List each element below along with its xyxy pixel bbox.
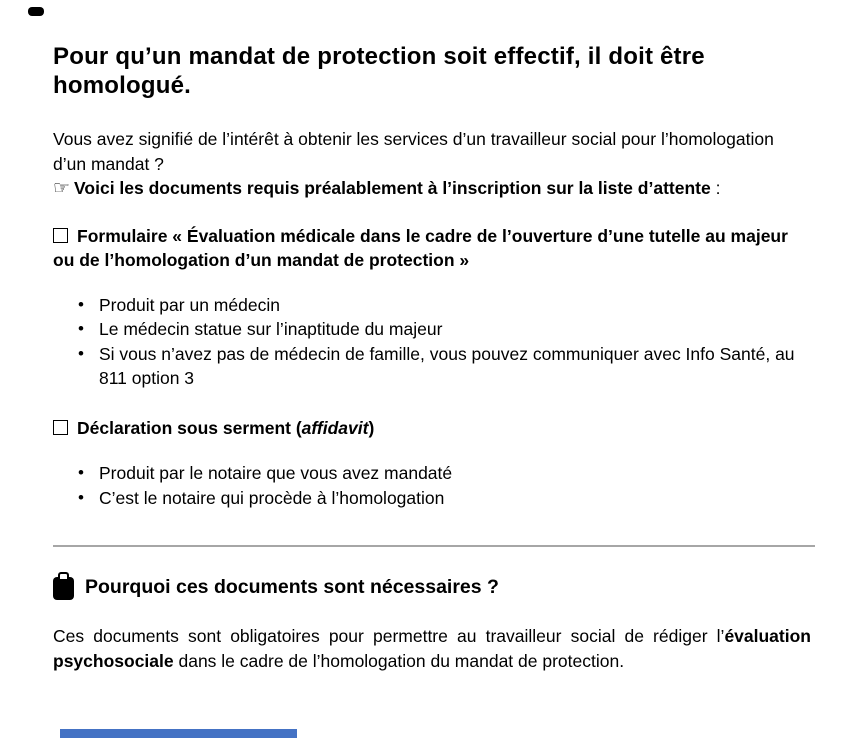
why-section-heading xyxy=(53,575,811,600)
checklist-item-formulaire-label: Formulaire « Évaluation médicale dans le cadre de l’ouverture d’une tutelle au majeur ou de l’homologation d’un mandat de protection » xyxy=(53,225,788,270)
why-body-suffix: dans le cadre de l’homologation du mandat de protection. xyxy=(173,650,625,671)
corner-mark xyxy=(28,7,44,16)
checkbox-icon xyxy=(53,228,68,243)
checkbox-icon xyxy=(53,420,68,435)
list-item: • Le médecin statue sur l’inaptitude du majeur xyxy=(53,317,811,342)
declaration-label-italic: affidavit xyxy=(301,417,369,438)
why-heading-text: Pourquoi ces documents sont nécessaires ? xyxy=(85,576,499,598)
why-section-paragraph xyxy=(53,624,811,673)
document-content xyxy=(53,0,811,673)
why-body-prefix: Ces documents sont obligatoires pour permettre au travailleur social de rédiger l’ xyxy=(53,626,725,646)
checklist-item-formulaire xyxy=(53,224,811,273)
formulaire-bullet-list xyxy=(53,293,811,391)
pointing-hand-icon: ☞ xyxy=(53,177,71,199)
pointer-bold-text: Voici les documents requis préalablement à l’inscription sur la liste d’attente xyxy=(74,178,711,198)
pointer-colon: : xyxy=(710,178,721,198)
checklist-item-declaration xyxy=(53,416,811,441)
declaration-bullet-list xyxy=(53,461,811,510)
list-item: • Produit par le notaire que vous avez mandaté xyxy=(53,461,811,486)
list-item: • Produit par un médecin xyxy=(53,293,811,318)
briefcase-icon xyxy=(53,577,74,600)
bottom-blue-bar xyxy=(60,729,297,738)
intro-paragraph: Vous avez signifié de l’intérêt à obtenir les services d’un travailleur social pour l’homologation d’un mandat ? xyxy=(53,129,774,174)
pointer-line xyxy=(53,176,811,201)
declaration-label-suffix: ) xyxy=(368,417,375,438)
section-divider xyxy=(53,545,815,547)
page-title: Pour qu’un mandat de protection soit effectif, il doit être homologué. xyxy=(53,43,705,99)
list-item: • C’est le notaire qui procède à l’homologation xyxy=(53,486,811,511)
declaration-label-prefix: Déclaration sous serment ( xyxy=(77,417,302,438)
why-body-bold: évaluation psychosociale xyxy=(53,626,811,671)
list-item: • Si vous n’avez pas de médecin de famille, vous pouvez communiquer avec Info Santé, au 811 option 3 xyxy=(53,342,811,391)
